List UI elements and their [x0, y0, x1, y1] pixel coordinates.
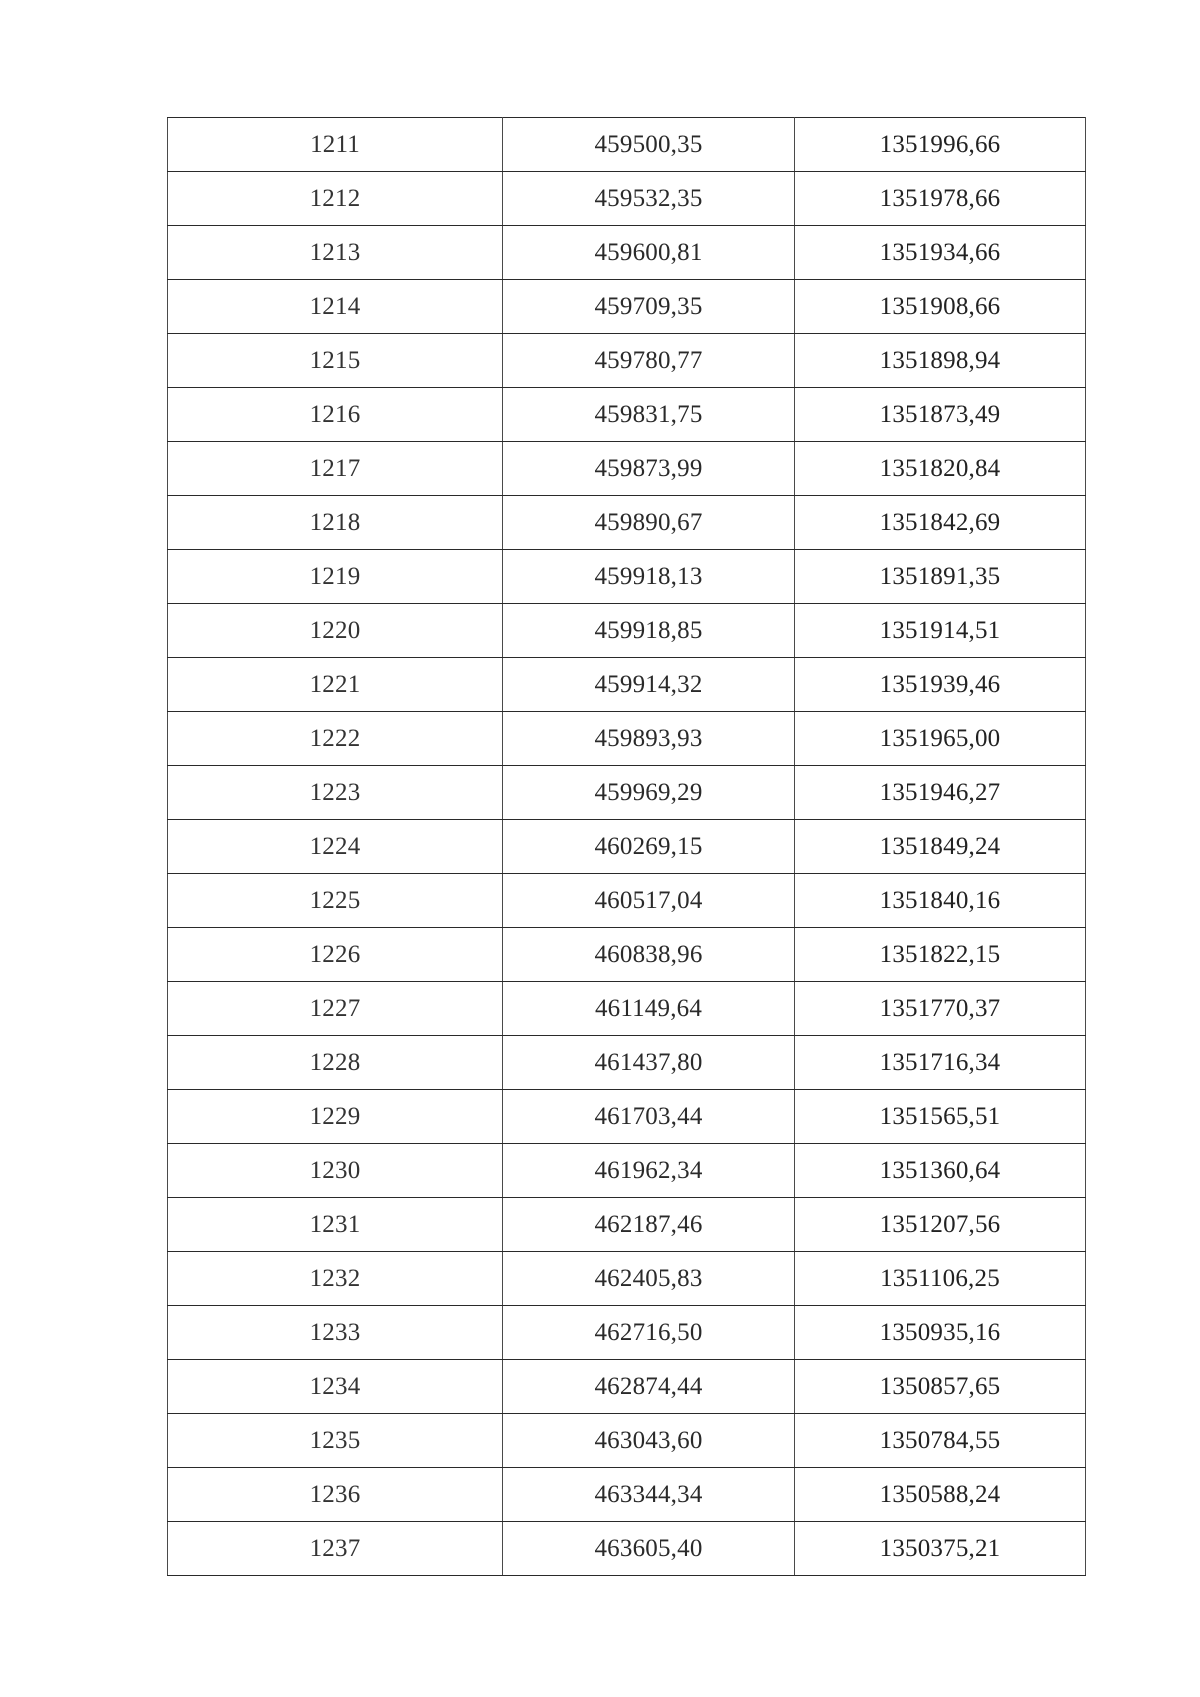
- x-coordinate-cell: 461962,34: [503, 1144, 795, 1198]
- x-coordinate-cell: 459780,77: [503, 334, 795, 388]
- x-coordinate-cell: 459918,85: [503, 604, 795, 658]
- table-row: [168, 1252, 1086, 1306]
- y-coordinate-cell: 1351840,16: [795, 874, 1086, 928]
- y-coordinate-cell: 1350935,16: [795, 1306, 1086, 1360]
- table-row: [168, 172, 1086, 226]
- table-row: [168, 1468, 1086, 1522]
- x-coordinate-cell: 459873,99: [503, 442, 795, 496]
- x-coordinate-cell: 462874,44: [503, 1360, 795, 1414]
- x-coordinate-cell: 459709,35: [503, 280, 795, 334]
- y-coordinate-cell: 1351939,46: [795, 658, 1086, 712]
- y-coordinate-cell: 1351908,66: [795, 280, 1086, 334]
- y-coordinate-cell: 1351914,51: [795, 604, 1086, 658]
- y-coordinate-cell: 1351820,84: [795, 442, 1086, 496]
- x-coordinate-cell: 462405,83: [503, 1252, 795, 1306]
- x-coordinate-cell: 460838,96: [503, 928, 795, 982]
- y-coordinate-cell: 1351822,15: [795, 928, 1086, 982]
- point-number-cell: 1225: [168, 874, 503, 928]
- point-number-cell: 1223: [168, 766, 503, 820]
- y-coordinate-cell: 1350857,65: [795, 1360, 1086, 1414]
- table-row: [168, 820, 1086, 874]
- table-row: [168, 1144, 1086, 1198]
- table-row: [168, 766, 1086, 820]
- x-coordinate-cell: 461437,80: [503, 1036, 795, 1090]
- table-row: [168, 1036, 1086, 1090]
- y-coordinate-cell: 1350784,55: [795, 1414, 1086, 1468]
- point-number-cell: 1236: [168, 1468, 503, 1522]
- table-row: [168, 280, 1086, 334]
- point-number-cell: 1237: [168, 1522, 503, 1576]
- y-coordinate-cell: 1350375,21: [795, 1522, 1086, 1576]
- point-number-cell: 1217: [168, 442, 503, 496]
- y-coordinate-cell: 1351934,66: [795, 226, 1086, 280]
- x-coordinate-cell: 463344,34: [503, 1468, 795, 1522]
- point-number-cell: 1213: [168, 226, 503, 280]
- y-coordinate-cell: 1351849,24: [795, 820, 1086, 874]
- point-number-cell: 1218: [168, 496, 503, 550]
- y-coordinate-cell: 1351106,25: [795, 1252, 1086, 1306]
- table-row: [168, 928, 1086, 982]
- point-number-cell: 1212: [168, 172, 503, 226]
- point-number-cell: 1228: [168, 1036, 503, 1090]
- y-coordinate-cell: 1351891,35: [795, 550, 1086, 604]
- x-coordinate-cell: 459831,75: [503, 388, 795, 442]
- point-number-cell: 1233: [168, 1306, 503, 1360]
- point-number-cell: 1214: [168, 280, 503, 334]
- y-coordinate-cell: 1351965,00: [795, 712, 1086, 766]
- table-row: [168, 604, 1086, 658]
- y-coordinate-cell: 1351898,94: [795, 334, 1086, 388]
- y-coordinate-cell: 1351873,49: [795, 388, 1086, 442]
- table-row: [168, 550, 1086, 604]
- table-row: [168, 1414, 1086, 1468]
- point-number-cell: 1226: [168, 928, 503, 982]
- table-row: [168, 118, 1086, 172]
- x-coordinate-cell: 461149,64: [503, 982, 795, 1036]
- point-number-cell: 1234: [168, 1360, 503, 1414]
- table-row: [168, 388, 1086, 442]
- y-coordinate-cell: 1351996,66: [795, 118, 1086, 172]
- x-coordinate-cell: 459914,32: [503, 658, 795, 712]
- coordinates-table: [167, 117, 1086, 1576]
- point-number-cell: 1221: [168, 658, 503, 712]
- y-coordinate-cell: 1351842,69: [795, 496, 1086, 550]
- point-number-cell: 1230: [168, 1144, 503, 1198]
- table-row: [168, 658, 1086, 712]
- x-coordinate-cell: 462716,50: [503, 1306, 795, 1360]
- table-row: [168, 1360, 1086, 1414]
- point-number-cell: 1216: [168, 388, 503, 442]
- table-row: [168, 1198, 1086, 1252]
- table-row: [168, 334, 1086, 388]
- y-coordinate-cell: 1351946,27: [795, 766, 1086, 820]
- x-coordinate-cell: 460517,04: [503, 874, 795, 928]
- x-coordinate-cell: 461703,44: [503, 1090, 795, 1144]
- point-number-cell: 1211: [168, 118, 503, 172]
- point-number-cell: 1231: [168, 1198, 503, 1252]
- x-coordinate-cell: 459893,93: [503, 712, 795, 766]
- x-coordinate-cell: 462187,46: [503, 1198, 795, 1252]
- table-row: [168, 874, 1086, 928]
- point-number-cell: 1229: [168, 1090, 503, 1144]
- y-coordinate-cell: 1351207,56: [795, 1198, 1086, 1252]
- table-row: [168, 1090, 1086, 1144]
- table-row: [168, 712, 1086, 766]
- y-coordinate-cell: 1350588,24: [795, 1468, 1086, 1522]
- x-coordinate-cell: 459500,35: [503, 118, 795, 172]
- x-coordinate-cell: 463605,40: [503, 1522, 795, 1576]
- x-coordinate-cell: 459532,35: [503, 172, 795, 226]
- y-coordinate-cell: 1351565,51: [795, 1090, 1086, 1144]
- table-row: [168, 1306, 1086, 1360]
- point-number-cell: 1222: [168, 712, 503, 766]
- point-number-cell: 1219: [168, 550, 503, 604]
- x-coordinate-cell: 460269,15: [503, 820, 795, 874]
- x-coordinate-cell: 459600,81: [503, 226, 795, 280]
- table-row: [168, 496, 1086, 550]
- point-number-cell: 1235: [168, 1414, 503, 1468]
- y-coordinate-cell: 1351360,64: [795, 1144, 1086, 1198]
- x-coordinate-cell: 459890,67: [503, 496, 795, 550]
- point-number-cell: 1220: [168, 604, 503, 658]
- y-coordinate-cell: 1351770,37: [795, 982, 1086, 1036]
- x-coordinate-cell: 459969,29: [503, 766, 795, 820]
- point-number-cell: 1232: [168, 1252, 503, 1306]
- x-coordinate-cell: 459918,13: [503, 550, 795, 604]
- table-row: [168, 442, 1086, 496]
- table-row: [168, 982, 1086, 1036]
- point-number-cell: 1224: [168, 820, 503, 874]
- x-coordinate-cell: 463043,60: [503, 1414, 795, 1468]
- point-number-cell: 1227: [168, 982, 503, 1036]
- table-row: [168, 1522, 1086, 1576]
- point-number-cell: 1215: [168, 334, 503, 388]
- table-row: [168, 226, 1086, 280]
- y-coordinate-cell: 1351978,66: [795, 172, 1086, 226]
- y-coordinate-cell: 1351716,34: [795, 1036, 1086, 1090]
- coordinates-table-body: [168, 118, 1086, 1576]
